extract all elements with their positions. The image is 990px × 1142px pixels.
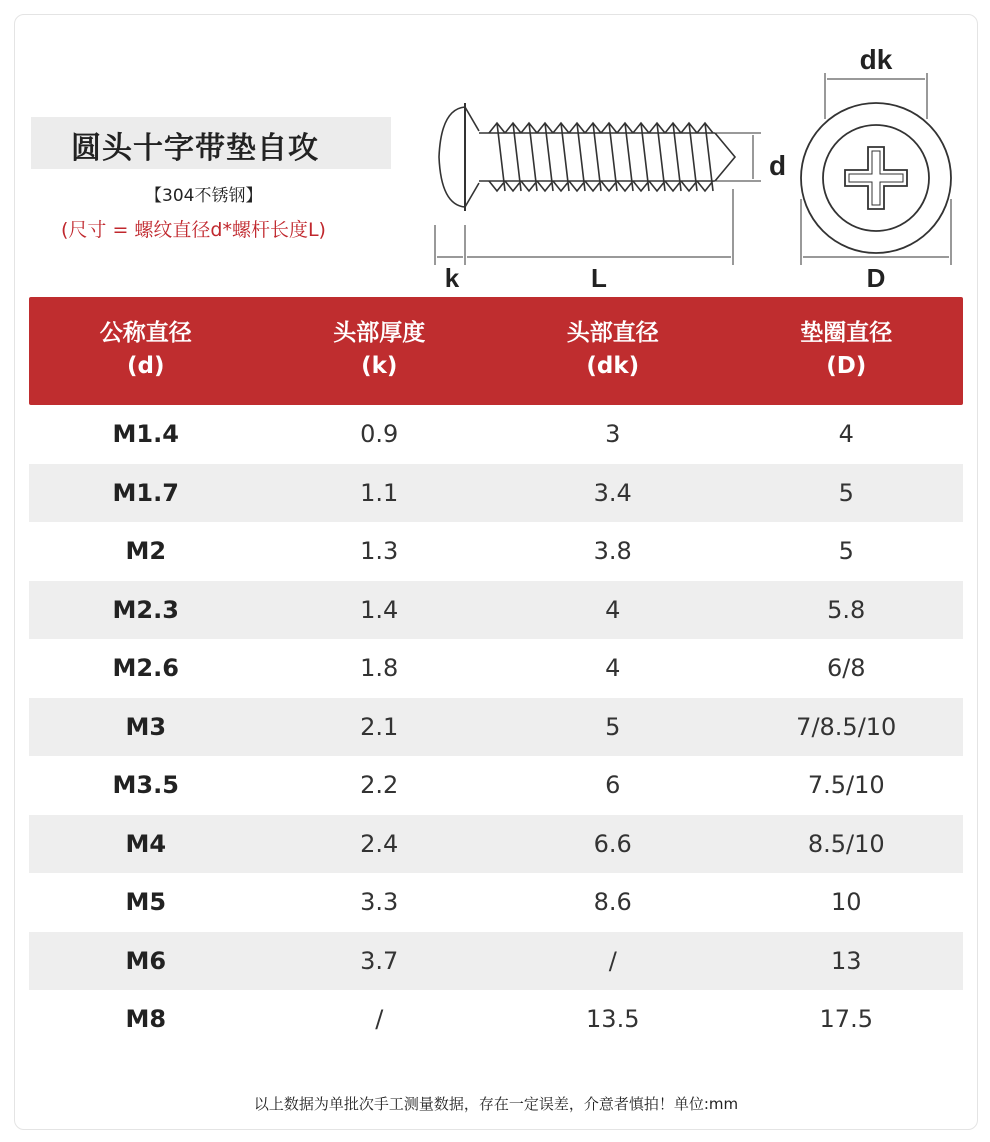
footer-note: 以上数据为单批次手工测量数据，存在一定误差，介意者慎拍！单位:mm bbox=[253, 1095, 739, 1113]
table-cell: 3.3 bbox=[360, 888, 399, 917]
table-cell: 1.1 bbox=[360, 478, 399, 507]
header-name: 头部直径 bbox=[566, 320, 659, 346]
table-row bbox=[29, 405, 963, 464]
table-body bbox=[29, 405, 963, 1049]
table-cell: 5 bbox=[605, 712, 621, 741]
dim-label-dk: dk bbox=[859, 44, 893, 75]
table-cell: 1.4 bbox=[360, 595, 399, 624]
table-header bbox=[29, 297, 963, 405]
table-cell: M2 bbox=[125, 537, 167, 566]
table-cell: 17.5 bbox=[819, 1005, 873, 1034]
table-cell: 6/8 bbox=[826, 654, 866, 683]
table-cell: 2.2 bbox=[360, 771, 399, 800]
table-cell: 6 bbox=[605, 771, 621, 800]
table-cell: 8.6 bbox=[593, 888, 632, 917]
table-cell: 8.5/10 bbox=[807, 829, 885, 858]
header-name: 公称直径 bbox=[99, 320, 192, 346]
table-row bbox=[29, 873, 963, 932]
spec-card bbox=[14, 14, 978, 1130]
header-symbol: (d) bbox=[127, 353, 165, 379]
table-cell: M8 bbox=[125, 1005, 167, 1034]
table-cell: 7.5/10 bbox=[807, 771, 885, 800]
product-title: 圆头十字带垫自攻 bbox=[71, 131, 319, 166]
table-row bbox=[29, 990, 963, 1049]
table-cell: / bbox=[608, 946, 617, 975]
table-cell: 13.5 bbox=[586, 1005, 640, 1034]
table-cell: M2.6 bbox=[112, 654, 179, 683]
table-cell: 13 bbox=[830, 946, 862, 975]
table-row bbox=[29, 698, 963, 757]
dim-label-D: D bbox=[866, 263, 886, 293]
header-name: 垫圈直径 bbox=[800, 320, 893, 346]
table-cell: 3.4 bbox=[593, 478, 632, 507]
table-cell: M6 bbox=[125, 946, 167, 975]
dim-label-L: L bbox=[591, 263, 607, 293]
table-cell: M4 bbox=[125, 829, 167, 858]
table-cell: M3 bbox=[125, 712, 167, 741]
table-cell: M1.7 bbox=[112, 478, 179, 507]
table-cell: 3 bbox=[605, 420, 621, 449]
table-cell: M2.3 bbox=[112, 595, 179, 624]
table-cell: 7/8.5/10 bbox=[796, 712, 897, 741]
table-cell: 4 bbox=[605, 654, 621, 683]
table-cell: 2.1 bbox=[360, 712, 399, 741]
table-cell: 1.3 bbox=[360, 537, 399, 566]
table-cell: M5 bbox=[125, 888, 167, 917]
table-row bbox=[29, 639, 963, 698]
table-cell: 4 bbox=[838, 420, 854, 449]
table-cell: 6.6 bbox=[593, 829, 632, 858]
header-name: 头部厚度 bbox=[333, 320, 426, 346]
table-cell: 5 bbox=[838, 478, 854, 507]
table-cell: M3.5 bbox=[112, 771, 179, 800]
table-cell: 10 bbox=[830, 888, 862, 917]
table-cell: 3.7 bbox=[360, 946, 399, 975]
table-cell: 5.8 bbox=[827, 595, 866, 624]
header-symbol: (dk) bbox=[586, 353, 640, 379]
table-row bbox=[29, 815, 963, 874]
table-cell: 4 bbox=[605, 595, 621, 624]
table-cell: M1.4 bbox=[112, 420, 179, 449]
material-label: 【304不锈钢】 bbox=[145, 186, 263, 206]
header-nominal-diameter bbox=[29, 297, 263, 405]
header-symbol: (D) bbox=[826, 353, 867, 379]
size-note: (尺寸 = 螺纹直径d*螺杆长度L) bbox=[61, 219, 326, 241]
table-cell: 2.4 bbox=[360, 829, 399, 858]
screw-diagram bbox=[415, 29, 975, 299]
dim-label-d: d bbox=[769, 150, 787, 181]
header-washer-diameter bbox=[730, 297, 964, 405]
table-row bbox=[29, 756, 963, 815]
spec-table bbox=[29, 297, 963, 1049]
header-head-diameter bbox=[496, 297, 730, 405]
header-head-thickness bbox=[263, 297, 497, 405]
table-cell: 3.8 bbox=[593, 537, 632, 566]
table-cell: / bbox=[375, 1005, 384, 1034]
table-cell: 5 bbox=[838, 537, 854, 566]
table-cell: 0.9 bbox=[360, 420, 399, 449]
table-row bbox=[29, 932, 963, 991]
table-row bbox=[29, 522, 963, 581]
dim-label-k: k bbox=[444, 263, 460, 293]
table-row bbox=[29, 581, 963, 640]
header-symbol: (k) bbox=[361, 353, 398, 379]
table-cell: 1.8 bbox=[360, 654, 399, 683]
table-row bbox=[29, 464, 963, 523]
